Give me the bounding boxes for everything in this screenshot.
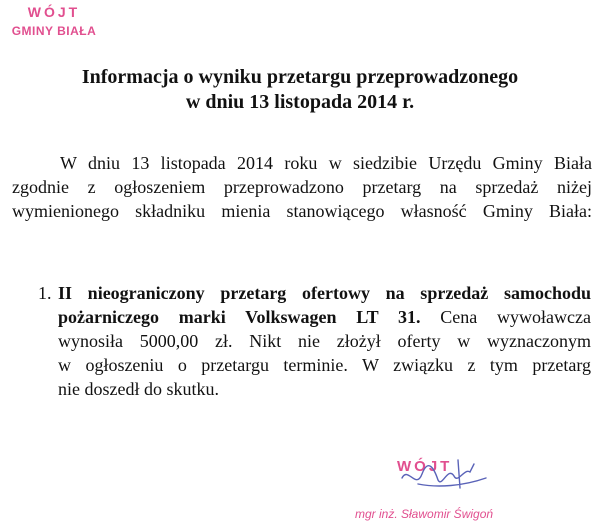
item-line: w ogłoszeniu o przetargu terminie. W związku z tym przetarg — [58, 355, 591, 375]
document-title-line-2: w dniu 13 listopada 2014 r. — [185, 91, 415, 113]
item-bold-text: II nieograniczony przetarg ofertowy na sprzedaż samochodu — [58, 283, 591, 303]
list-item-number: 1. — [38, 283, 52, 303]
item-line: nie doszedł do skutku. — [58, 379, 219, 399]
intro-line: zgodnie z ogłoszeniem przeprowadzono przetarg na sprzedaż niżej — [12, 177, 592, 197]
stamp-title: WÓJT — [27, 4, 81, 20]
item-text: Cena wywoławcza — [420, 307, 591, 327]
intro-line: W dniu 13 listopada 2014 roku w siedzibie Urzędu Gminy Biała — [60, 153, 592, 173]
item-line — [58, 281, 591, 305]
header-stamp — [2, 4, 106, 38]
document-title-line-1: Informacja o wyniku przetargu przeprowadzonego — [81, 66, 519, 88]
intro-paragraph — [12, 151, 592, 223]
item-bold-text: pożarniczego marki Volkswagen LT 31. — [58, 307, 421, 327]
signatory-name: mgr inż. Sławomir Świgoń — [355, 507, 494, 521]
list-item — [58, 281, 591, 401]
handwritten-signature — [388, 448, 498, 498]
intro-line: wymienionego składniku mienia stanowiącego własność Gminy Biała: — [12, 201, 592, 221]
stamp-municipality: GMINY BIAŁA — [11, 24, 97, 38]
signature-stamp: WÓJT — [397, 458, 453, 475]
item-line — [58, 305, 591, 329]
item-line: wynosiła 5000,00 zł. Nikt nie złożył oferty w wyznaczonym — [58, 331, 591, 351]
